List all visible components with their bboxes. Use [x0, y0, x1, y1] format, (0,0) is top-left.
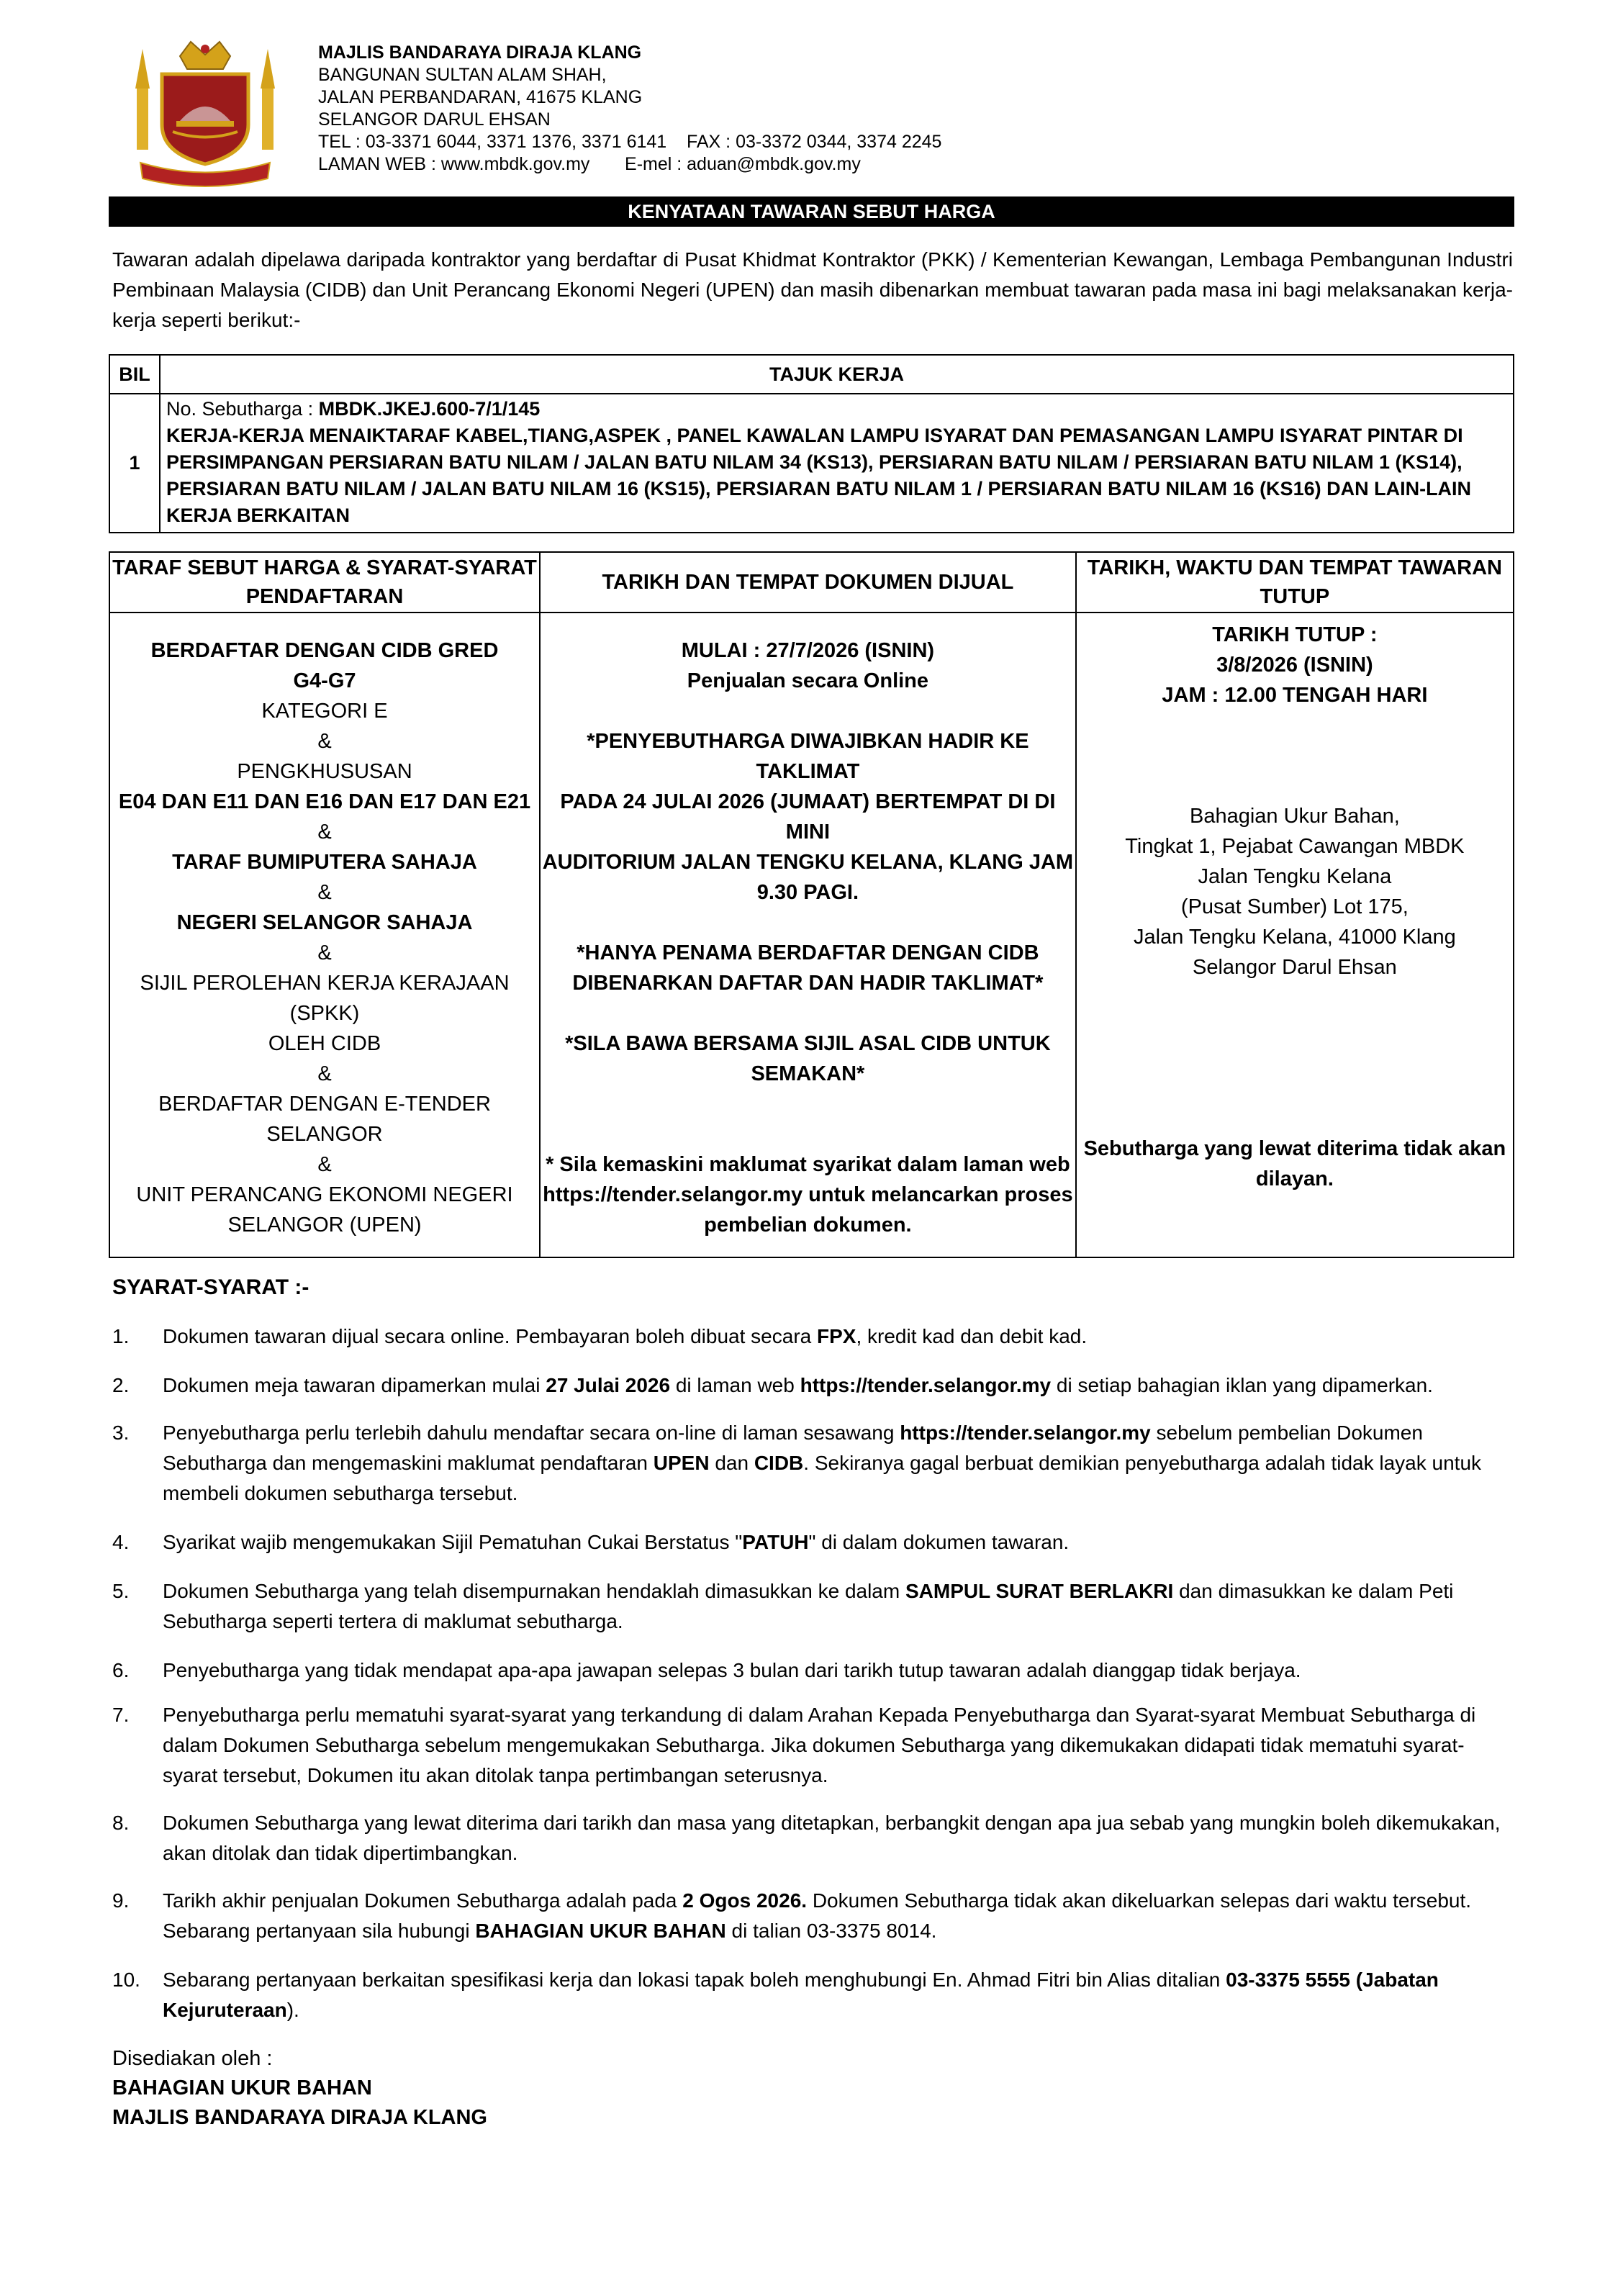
org-name: MAJLIS BANDARAYA DIRAJA KLANG: [318, 42, 642, 63]
ampersand: &: [317, 941, 332, 964]
briefing-note: 9.30 PAGI.: [756, 881, 859, 904]
address-line: BANGUNAN SULTAN ALAM SHAH,: [318, 65, 607, 85]
ampersand: &: [317, 1153, 332, 1176]
condition-bold: BAHAGIAN UKUR BAHAN: [475, 1920, 726, 1942]
condition-number: 1.: [112, 1325, 130, 1347]
prepared-by-label: Disediakan oleh :: [112, 2047, 273, 2070]
column-header-taraf: TARAF SEBUT HARGA & SYARAT-SYARAT PENDAFTARAN: [109, 552, 540, 613]
condition-bold: https://tender.selangor.my: [800, 1374, 1052, 1396]
condition-text: Dokumen Sebutharga yang lewat diterima dari tarikh dan masa yang ditetapkan, berbangkit dengan apa jua sebab yang mungkin boleh dikemukakan, akan ditolak dan tidak dipertimbangkan.: [163, 1812, 1501, 1864]
cidb-note: *HANYA PENAMA BERDAFTAR DENGAN CIDB: [577, 941, 1039, 964]
work-description-cell: [160, 394, 1514, 533]
req-line: PENGKHUSUSAN: [237, 760, 412, 783]
update-note: pembelian dokumen.: [704, 1213, 912, 1237]
column-header-tutup: TARIKH, WAKTU DAN TEMPAT TAWARAN TUTUP: [1076, 552, 1514, 613]
condition-item: [112, 1527, 1513, 1558]
column-header-bil: BIL: [109, 355, 160, 394]
sale-mode: Penjualan secara Online: [687, 669, 929, 692]
condition-text: di talian 03-3375 8014.: [725, 1920, 937, 1942]
address-line: JALAN PERBANDARAN, 41675 KLANG: [318, 87, 643, 107]
tel-fax-line: TEL : 03-3371 6044, 3371 1376, 3371 6141 FAX : 03-3372 0344, 3374 2245: [318, 132, 942, 152]
work-title: KERJA-KERJA MENAIKTARAF KABEL,TIANG,ASPEK , PANEL KAWALAN LAMPU ISYARAT DAN PEMASANGAN LAMPU ISYARAT PINTAR DI PERSIMPANGAN PERSIARAN BATU NILAM / JALAN BATU NILAM 34 (KS13), PERSIARAN BATU NILAM / PERSIARAN BATU NILAM 1 (KS14), PERSIARAN BATU NILAM / JALAN BATU NILAM 16 (KS15), PERSIARAN BATU NILAM 1 / PERSIARAN BATU NILAM 16 (KS16) DAN LAIN-LAIN KERJA BERKAITAN: [166, 425, 1472, 526]
prepared-by-council: MAJLIS BANDARAYA DIRAJA KLANG: [112, 2106, 487, 2129]
closing-place: Jalan Tengku Kelana, 41000 Klang: [1134, 926, 1456, 949]
condition-number: 4.: [112, 1531, 130, 1553]
condition-text: dan: [709, 1452, 754, 1474]
council-crest-logo: [130, 35, 281, 189]
certificate-note: *SILA BAWA BERSAMA SIJIL ASAL CIDB UNTUK: [565, 1032, 1051, 1055]
condition-text: Syarikat wajib mengemukakan Sijil Pematuhan Cukai Berstatus ": [163, 1531, 743, 1553]
prepared-by-block: [112, 2044, 487, 2133]
ref-number: MBDK.JKEJ.600-7/1/145: [318, 398, 541, 420]
ref-label: No. Sebutharga :: [166, 398, 319, 420]
req-line: SELANGOR (UPEN): [227, 1213, 422, 1237]
condition-item: [112, 1886, 1513, 1946]
condition-number: 2.: [112, 1374, 130, 1396]
address-line: SELANGOR DARUL EHSAN: [318, 109, 551, 130]
req-line: OLEH CIDB: [268, 1032, 381, 1055]
condition-bold: 2 Ogos 2026.: [682, 1889, 808, 1912]
condition-item: [112, 1370, 1513, 1401]
req-line: G4-G7: [293, 669, 356, 692]
condition-number: 7.: [112, 1704, 130, 1726]
condition-bold: 27 Julai 2026: [546, 1374, 671, 1396]
late-submission-note: Sebutharga yang lewat diterima tidak akan: [1083, 1137, 1506, 1160]
condition-number: 3.: [112, 1422, 130, 1444]
condition-bold: FPX: [817, 1325, 856, 1347]
condition-item: [112, 1965, 1513, 2025]
condition-text: sebelum pembelian Dokumen Sebutharga dan mengemaskini maklumat pendaftaran: [163, 1422, 1423, 1474]
req-line: E04 DAN E11 DAN E16 DAN E17 DAN E21: [118, 790, 531, 813]
certificate-note: SEMAKAN*: [751, 1062, 865, 1085]
condition-item: [112, 1808, 1513, 1868]
update-note: https://tender.selangor.my untuk melancarkan proses: [543, 1183, 1073, 1206]
prepared-by-dept: BAHAGIAN UKUR BAHAN: [112, 2076, 372, 2100]
req-line: NEGERI SELANGOR SAHAJA: [176, 911, 473, 934]
condition-item: [112, 1576, 1513, 1637]
condition-text: dan dimasukkan ke dalam Peti Sebutharga seperti tertera di maklumat sebutharga.: [163, 1580, 1454, 1632]
condition-text: Penyebutharga perlu terlebih dahulu mendaftar secara on-line di laman sesawang: [163, 1422, 900, 1444]
req-line: KATEGORI E: [261, 700, 388, 723]
registration-requirements-cell: [109, 613, 540, 1257]
tender-conditions-table: [109, 551, 1514, 1258]
condition-item: [112, 1418, 1513, 1509]
condition-text: , kredit kad dan debit kad.: [856, 1325, 1088, 1347]
condition-text: Penyebutharga yang tidak mendapat apa-apa jawapan selepas 3 bulan dari tarikh tutup tawaran adalah dianggap tidak berjaya.: [163, 1659, 1301, 1681]
condition-text: Dokumen tawaran dijual secara online. Pembayaran boleh dibuat secara: [163, 1325, 817, 1347]
condition-item: [112, 1321, 1513, 1352]
req-line: BERDAFTAR DENGAN E-TENDER: [158, 1093, 491, 1116]
condition-bold: PATUH: [742, 1531, 809, 1553]
ampersand: &: [317, 730, 332, 753]
page-title: KENYATAAN TAWARAN SEBUT HARGA: [109, 196, 1514, 227]
briefing-note: PADA 24 JULAI 2026 (JUMAAT) BERTEMPAT DI DI MINI: [560, 790, 1056, 844]
condition-number: 5.: [112, 1580, 130, 1602]
condition-number: 10.: [112, 1969, 140, 1991]
closing-details-cell: [1076, 613, 1514, 1257]
closing-place: Selangor Darul Ehsan: [1193, 956, 1397, 979]
closing-date: 3/8/2026 (ISNIN): [1216, 654, 1373, 677]
letterhead: [318, 42, 941, 176]
update-note: * Sila kemaskini maklumat syarikat dalam laman web: [546, 1153, 1070, 1176]
column-header-tajuk: TAJUK KERJA: [160, 355, 1514, 394]
condition-number: 6.: [112, 1659, 130, 1681]
condition-bold: 03-3375 5555 (Jabatan Kejuruteraan: [163, 1969, 1439, 2021]
closing-place: Jalan Tengku Kelana: [1198, 865, 1392, 888]
late-submission-note: dilayan.: [1255, 1167, 1334, 1190]
condition-text: " di dalam dokumen tawaran.: [808, 1531, 1070, 1553]
condition-text: Dokumen meja tawaran dipamerkan mulai: [163, 1374, 546, 1396]
condition-bold: CIDB: [754, 1452, 804, 1474]
req-line: TARAF BUMIPUTERA SAHAJA: [172, 851, 477, 874]
sale-start-date: MULAI : 27/7/2026 (ISNIN): [681, 639, 935, 662]
briefing-note: *PENYEBUTHARGA DIWAJIBKAN HADIR KE TAKLIMAT: [587, 730, 1029, 783]
closing-label: TARIKH TUTUP :: [1212, 623, 1378, 646]
condition-text: di laman web: [670, 1374, 800, 1396]
condition-text: di setiap bahagian iklan yang dipamerkan.: [1051, 1374, 1433, 1396]
req-line: SIJIL PEROLEHAN KERJA KERAJAAN (SPKK): [140, 972, 510, 1025]
condition-text: Dokumen Sebutharga tidak akan dikeluarkan selepas dari waktu tersebut. Sebarang pertanyaan sila hubungi: [163, 1889, 1472, 1942]
condition-item: [112, 1700, 1513, 1791]
closing-place: (Pusat Sumber) Lot 175,: [1180, 895, 1409, 918]
intro-paragraph: Tawaran adalah dipelawa daripada kontraktor yang berdaftar di Pusat Khidmat Kontraktor (PKK) / Kementerian Kewangan, Lembaga Pembangunan Industri Pembinaan Malaysia (CIDB) dan Unit Perancang Ekonomi Negeri (UPEN) dan masih dibenarkan membuat tawaran pada masa ini bagi melaksanakan kerja-kerja seperti berikut:-: [112, 248, 1513, 331]
condition-text: Tarikh akhir penjualan Dokumen Sebutharga adalah pada: [163, 1889, 683, 1912]
web-email-line: LAMAN WEB : www.mbdk.gov.my E-mel : aduan@mbdk.gov.my: [318, 154, 861, 174]
req-line: SELANGOR: [266, 1123, 383, 1146]
condition-text: Penyebutharga perlu mematuhi syarat-syarat yang terkandung di dalam Arahan Kepada Penyebutharga dan Syarat-syarat Membuat Sebutharga di dalam Dokumen Sebutharga sebelum mengemukakan Sebutharga. Jika dokumen Sebutharga yang dikemukakan didapati tidak mematuhi syarat-syarat tersebut, Dokumen itu akan ditolak tanpa pertimbangan seterusnya.: [163, 1704, 1476, 1786]
req-line: BERDAFTAR DENGAN CIDB GRED: [150, 639, 499, 662]
condition-bold: SAMPUL SURAT BERLAKRI: [905, 1580, 1174, 1602]
ampersand: &: [317, 881, 332, 904]
condition-bold: https://tender.selangor.my: [900, 1422, 1151, 1444]
ampersand: &: [317, 1062, 332, 1085]
column-header-dokumen: TARIKH DAN TEMPAT DOKUMEN DIJUAL: [540, 552, 1076, 613]
condition-text: . Sekiranya gagal berbuat demikian penyebutharga adalah tidak layak untuk membeli dokumen sebutharga tersebut.: [163, 1452, 1482, 1504]
ampersand: &: [317, 821, 332, 844]
closing-place: Bahagian Ukur Bahan,: [1189, 805, 1400, 828]
condition-text: Sebarang pertanyaan berkaitan spesifikasi kerja dan lokasi tapak boleh menghubungi En. Ahmad Fitri bin Alias ditalian: [163, 1969, 1226, 1991]
condition-number: 8.: [112, 1812, 130, 1834]
closing-time: JAM : 12.00 TENGAH HARI: [1162, 684, 1428, 707]
document-sale-cell: [540, 613, 1076, 1257]
closing-place: Tingkat 1, Pejabat Cawangan MBDK: [1125, 835, 1465, 858]
condition-number: 9.: [112, 1889, 130, 1912]
conditions-heading: SYARAT-SYARAT :-: [112, 1275, 309, 1299]
condition-bold: UPEN: [653, 1452, 710, 1474]
row-number: 1: [109, 394, 160, 533]
condition-text: Dokumen Sebutharga yang telah disempurnakan hendaklah dimasukkan ke dalam: [163, 1580, 905, 1602]
cidb-note: DIBENARKAN DAFTAR DAN HADIR TAKLIMAT*: [572, 972, 1044, 995]
work-table: [109, 354, 1514, 533]
briefing-note: AUDITORIUM JALAN TENGKU KELANA, KLANG JAM: [542, 851, 1074, 874]
condition-text: ).: [286, 1999, 299, 2021]
req-line: UNIT PERANCANG EKONOMI NEGERI: [136, 1183, 513, 1206]
condition-item: [112, 1655, 1513, 1686]
